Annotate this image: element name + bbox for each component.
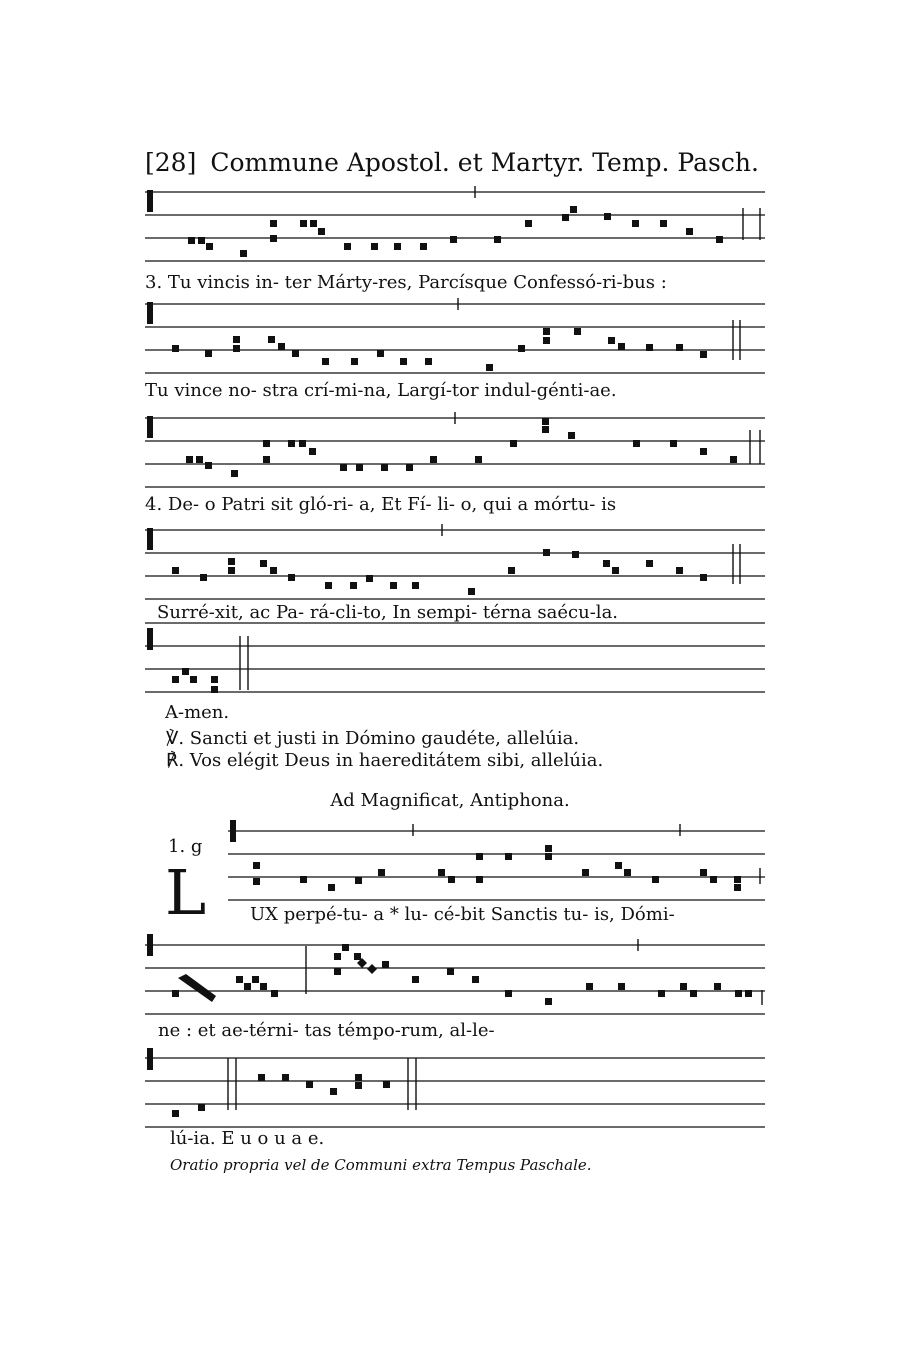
lyric-line: Tu vince no- stra crí-mi-na, Largí-tor indul-génti-ae. <box>145 380 617 401</box>
page-title: Commune Apostol. et Martyr. Temp. Pasch. <box>210 148 759 177</box>
page-number: [28] <box>145 148 197 177</box>
mode-indicator: 1. g <box>168 836 203 857</box>
staff-4 <box>145 524 765 599</box>
antiphon-lyric-line: lú-ia. E u o u a e. <box>170 1128 325 1149</box>
staff-6 <box>228 820 765 900</box>
antiphon-lyric-line: ne : et ae-térni- tas témpo-rum, al-le- <box>158 1020 495 1041</box>
drop-cap-initial: L <box>165 856 207 929</box>
response: ℟. Vos elégit Deus in haereditátem sibi, allelúia. <box>166 750 604 771</box>
lyric-line: 4. De- o Patri sit gló-ri- a, Et Fí- li- o, qui a mórtu- is <box>145 494 617 515</box>
staff-1 <box>145 186 765 261</box>
staff-3 <box>145 412 765 487</box>
antiphon-lyric-line: UX perpé-tu- a * lu- cé-bit Sanctis tu- is, Dómi- <box>250 904 675 925</box>
staff-2 <box>145 298 765 373</box>
antiphon-title: Ad Magnificat, Antiphona. <box>330 790 570 811</box>
versicle: ℣. Sancti et justi in Dómino gaudéte, allelúia. <box>166 728 580 749</box>
lyric-line: Surré-xit, ac Pa- rá-cli-to, In sempi- térna saécu-la. <box>157 602 619 623</box>
staff-7 <box>145 934 765 1014</box>
footer-note: Oratio propria vel de Communi extra Tempus Paschale. <box>170 1156 592 1174</box>
staff-8 <box>145 1048 765 1127</box>
lyric-line: A-men. <box>165 702 230 723</box>
staff-5 <box>145 623 765 693</box>
lyric-line: 3. Tu vincis in- ter Márty-res, Parcísque Confessó-ri-bus : <box>145 272 667 293</box>
